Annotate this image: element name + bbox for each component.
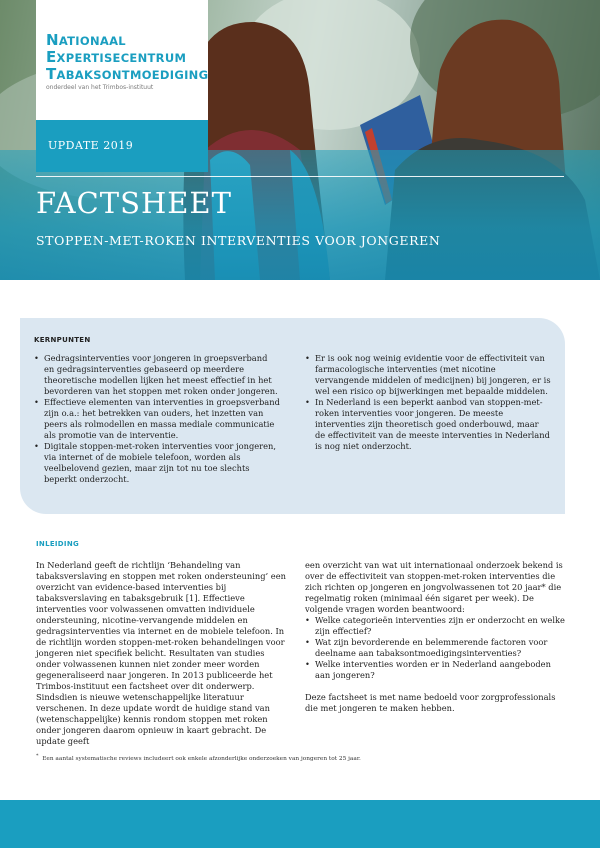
- footnote-marker: *: [36, 753, 39, 759]
- introduction-paragraph: In Nederland geeft de richtlijn ‘Behandeling van tabaksverslaving en stoppen met roken ondersteuning’ een overzicht van evidence-based interventies bij tabaksverslaving en tabaksgebruik [1]. Effectieve interventies voor volwassenen omvatten individuele ondersteuning, nicotine-vervangende middelen en gedragsinterventies via internet en de mobiele telefoon. In de richtlijn worden stoppen-met-roken behandelingen voor jongeren niet specifiek belicht. Resultaten van studies onder volwassenen kunnen niet zonder meer worden gegeneraliseerd naar jongeren. In 2013 publiceerde het Trimbos-instituut een factsheet over dit onderwerp. Sindsdien is nieuwe wetenschappelijke literatuur verschenen. In deze update wordt de huidige stand van (wetenschappelijke) kennis rondom stoppen met roken onder jongeren daarom opnieuw in kaart gebracht. De update geeft: [36, 560, 286, 746]
- introduction-left-column: [36, 560, 288, 747]
- logo-line-3: TABAKSONTMOEDIGING: [46, 65, 209, 83]
- key-points-panel: [20, 318, 565, 514]
- update-badge: [36, 120, 208, 172]
- update-label: UPDATE 2019: [48, 139, 134, 152]
- question-item: • Welke categorieën interventies zijn er onderzocht en welke zijn effectief?: [305, 615, 567, 637]
- key-point: • In Nederland is een beperkt aanbod van stoppen-met-roken interventies voor jongeren. De meeste interventies zijn theoretisch goed onderbouwd, maar de effectiviteit van de meeste interventies in Nederland is nog niet onderzocht.: [305, 397, 551, 452]
- closing-paragraph: Deze factsheet is met name bedoeld voor zorgprofessionals die met jongeren te maken hebben.: [305, 692, 556, 713]
- footer-bar: [0, 800, 600, 848]
- title-divider: [36, 176, 564, 177]
- introduction-title: INLEIDING: [36, 540, 80, 548]
- page-title: FACTSHEET: [36, 186, 232, 220]
- question-item: • Welke interventies worden er in Nederland aangeboden aan jongeren?: [305, 659, 567, 681]
- key-point: • Gedragsinterventies voor jongeren in groepsverband en gedragsinterventies gebaseerd op meerdere theoretische modellen lijken het meest effectief in het bevorderen van het stoppen met roken onder jongeren.: [34, 353, 280, 397]
- key-point: • Er is ook nog weinig evidentie voor de effectiviteit van farmacologische interventies (met nicotine vervangende middelen of medicijnen) bij jongeren, er is wel een risico op bijwerkingen met bepaalde middelen.: [305, 353, 551, 397]
- footnote-text: Een aantal systematische reviews includeert ook enkele afzonderlijke onderzoeken van jongeren tot 25 jaar.: [42, 755, 361, 762]
- footnote: [36, 753, 566, 762]
- organisation-logo: [36, 0, 208, 120]
- introduction-paragraph-continued: een overzicht van wat uit internationaal onderzoek bekend is over de effectiviteit van stoppen-met-roken interventies die zich richten op jongeren en jongvolwassenen tot 20 jaar* die regelmatig roken (minimaal één sigaret per week). De volgende vragen worden beantwoord:: [305, 560, 563, 614]
- logo-subtitle: onderdeel van het Trimbos-instituut: [46, 84, 154, 91]
- logo-line-1: NATIONAAL: [46, 31, 126, 49]
- key-points-left-column: [34, 353, 280, 485]
- key-points-right-column: [305, 353, 551, 485]
- key-point: • Digitale stoppen-met-roken interventies voor jongeren, via internet of de mobiele telefoon, worden als veelbelovend gezien, maar zijn tot nu toe slechts beperkt onderzocht.: [34, 441, 280, 485]
- introduction-right-column: [305, 560, 567, 714]
- key-points-title: KERNPUNTEN: [34, 336, 91, 344]
- question-list: [305, 615, 567, 681]
- logo-line-2: EXPERTISECENTRUM: [46, 48, 187, 66]
- hero-banner: [0, 0, 600, 280]
- question-item: • Wat zijn bevorderende en belemmerende factoren voor deelname aan tabaksontmoedigingsinterventies?: [305, 637, 567, 659]
- key-point: • Effectieve elementen van interventies in groepsverband zijn o.a.: het betrekken van ouders, het inzetten van peers als rolmodellen en massa mediale communicatie als promotie van de interventie.: [34, 397, 280, 441]
- page-subtitle: STOPPEN-MET-ROKEN INTERVENTIES VOOR JONGEREN: [36, 233, 441, 248]
